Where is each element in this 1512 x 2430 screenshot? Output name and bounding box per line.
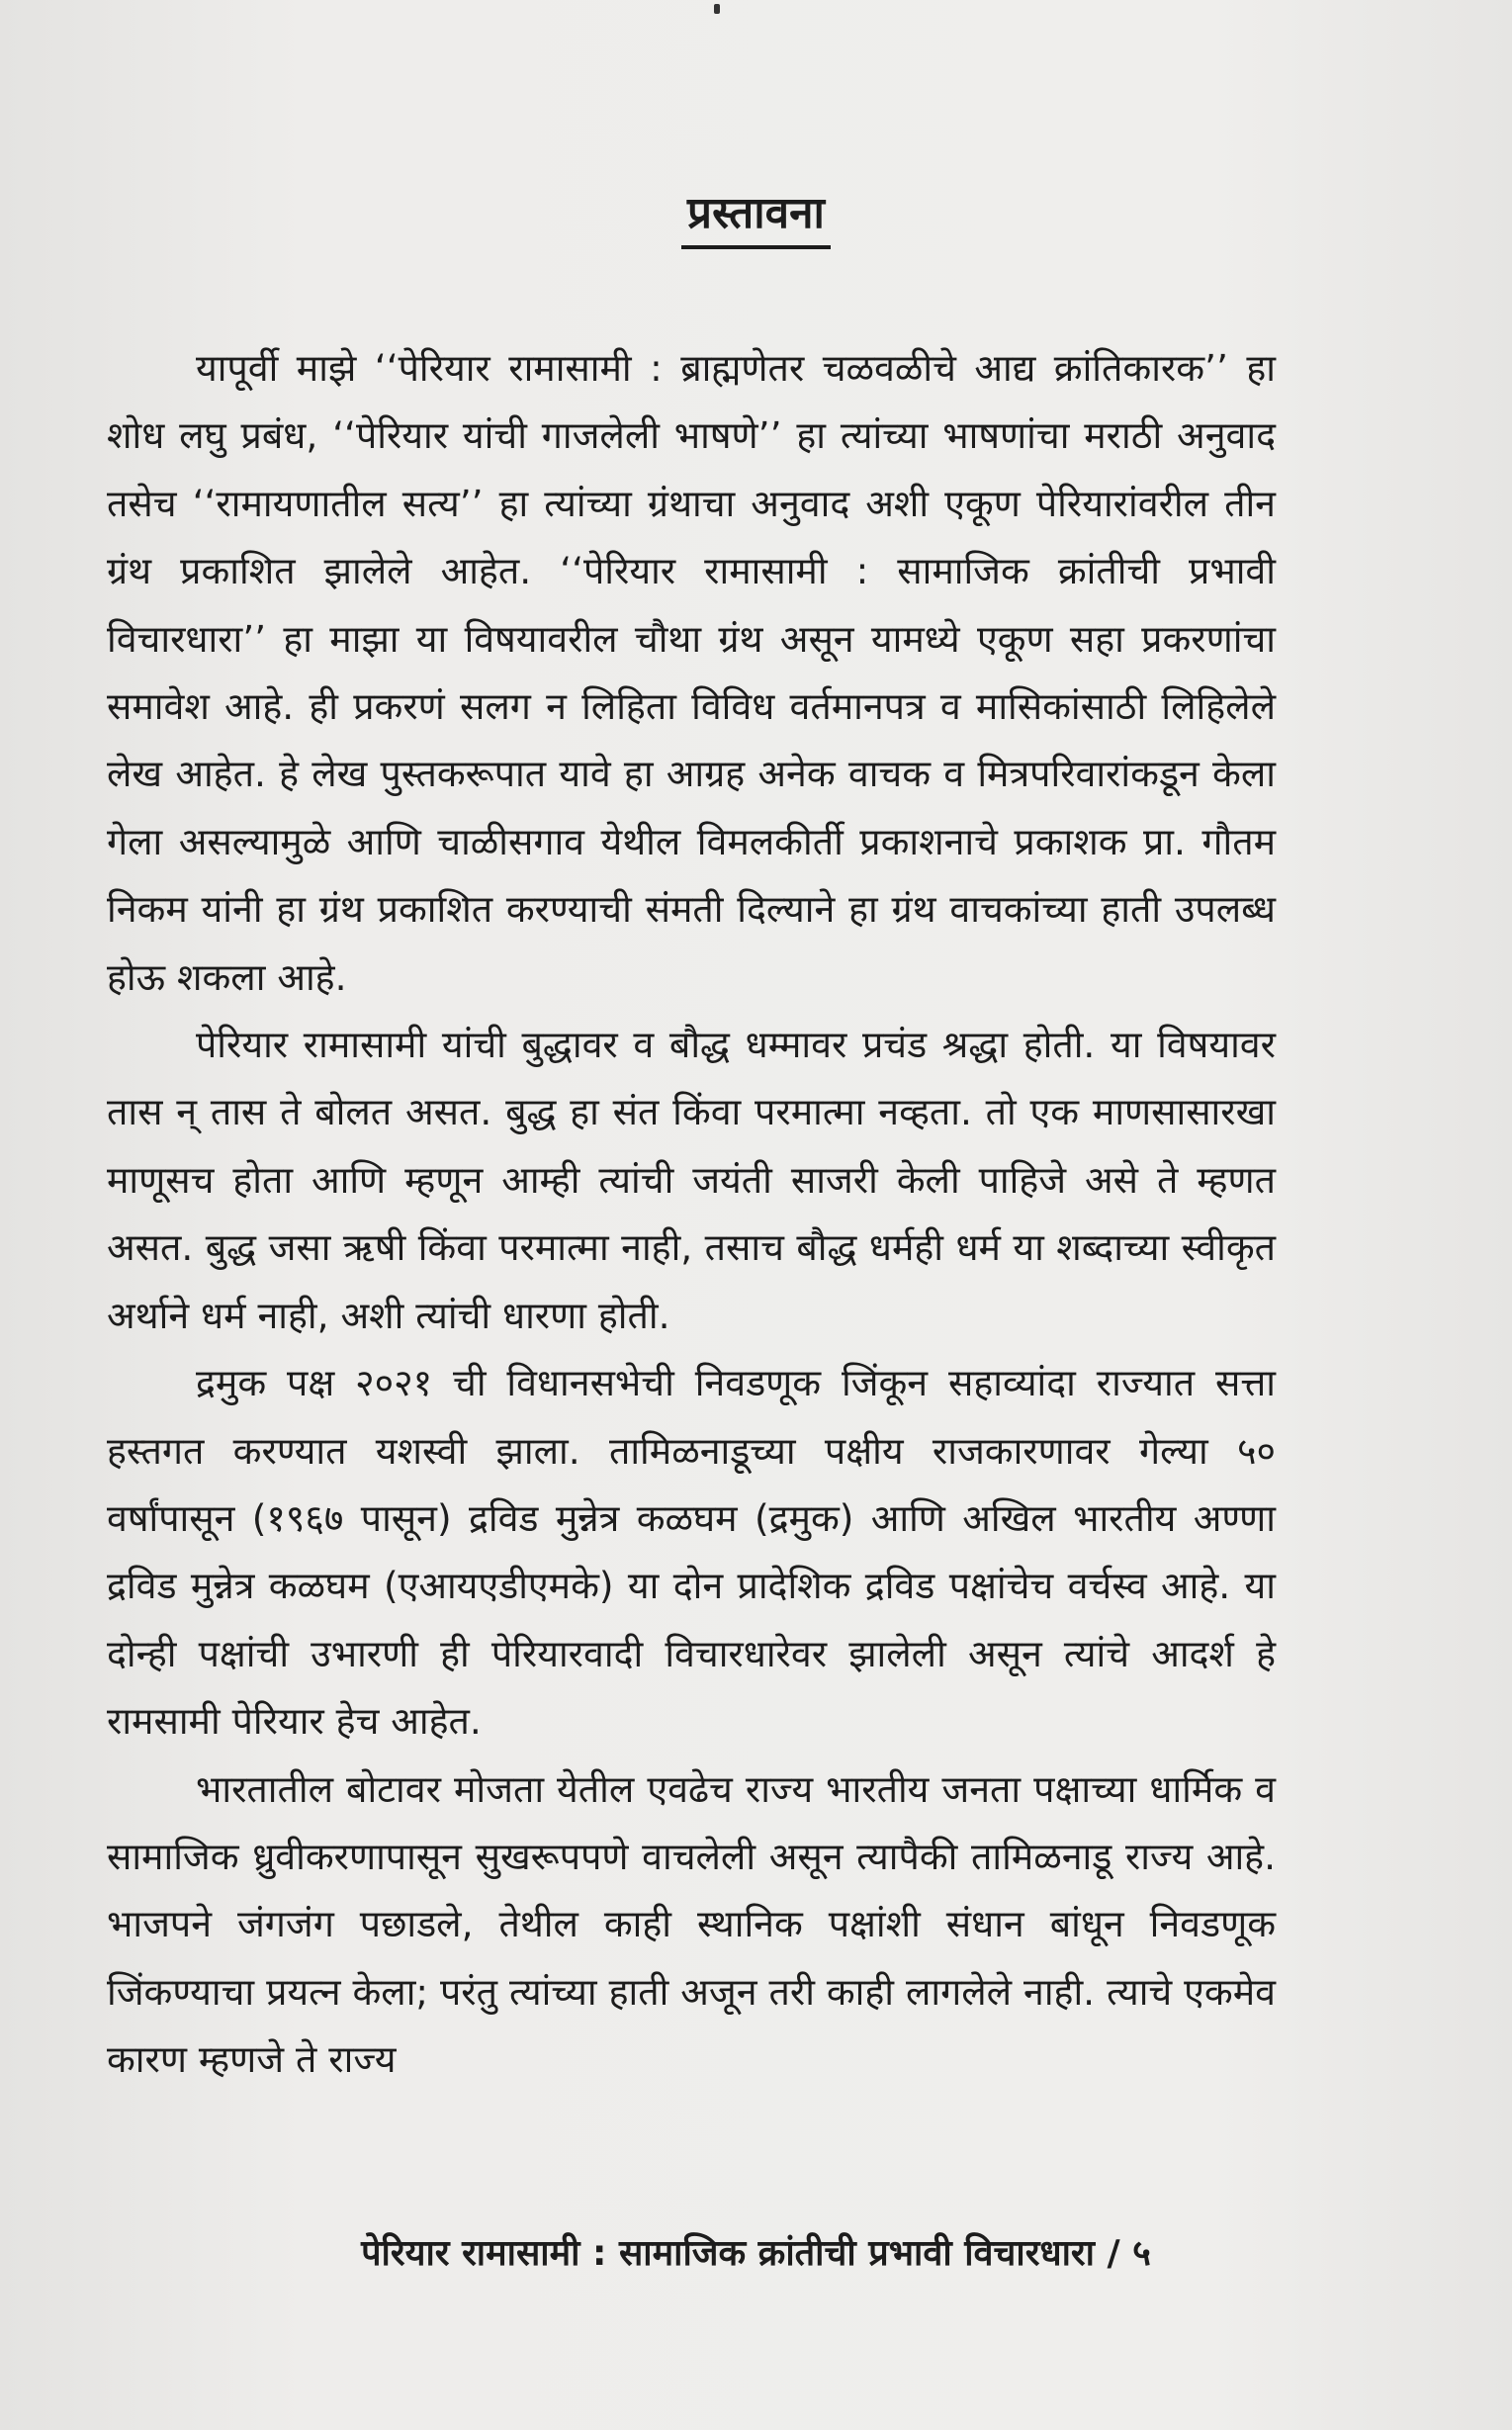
paragraph-1: यापूर्वी माझे ‘‘पेरियार रामासामी : ब्राह्मणेतर चळवळीचे आद्य क्रांतिकारक’’ हा शोध लघु प्रबंध, ‘‘पेरियार यांची गाजलेली भाषणे’’ हा त्यांच्या भाषणांचा मराठी अनुवाद तसेच ‘‘रामायणातील सत्य’’ हा त्यांच्या ग्रंथाचा अनुवाद अशी एकूण पेरियारांवरील तीन ग्रंथ प्रकाशित झालेले आहेत. ‘‘पेरियार रामासामी : सामाजिक क्रांतीची प्रभावी विचारधारा’’ हा माझा या विषयावरील चौथा ग्रंथ असून यामध्ये एकूण सहा प्रकरणांचा समावेश आहे. ही प्रकरणं सलग न लिहिता विविध वर्तमानपत्र व मासिकांसाठी लिहिलेले लेख आहेत. हे लेख पुस्तकरूपात यावे हा आग्रह अनेक वाचक व मित्रपरिवारांकडून केला गेला असल्यामुळे आणि चाळीसगाव येथील विमलकीर्ती प्रकाशनाचे प्रकाशक प्रा. गौतम निकम यांनी हा ग्रंथ प्रकाशित करण्याची संमती दिल्याने हा ग्रंथ वाचकांच्या हाती उपलब्ध होऊ शकला आहे. xyxy=(107,346,1276,999)
ink-speck xyxy=(714,4,720,14)
page-title xyxy=(0,184,1512,249)
page-footer: पेरियार रामासामी : सामाजिक क्रांतीची प्रभावी विचारधारा / ५ xyxy=(361,2233,1151,2274)
paragraph-4: भारतातील बोटावर मोजता येतील एवढेच राज्य भारतीय जनता पक्षाच्या धार्मिक व सामाजिक ध्रुवीकरणापासून सुखरूपपणे वाचलेली असून त्यापैकी तामिळनाडू राज्य आहे. भाजपने जंगजंग पछाडले, तेथील काही स्थानिक पक्षांशी संधान बांधून निवडणूक जिंकण्याचा प्रयत्न केला; परंतु त्यांच्या हाती अजून तरी काही लागलेले नाही. त्याचे एकमेव कारण म्हणजे ते राज्य xyxy=(107,1766,1276,2082)
body-text xyxy=(107,334,1276,2094)
paragraph-3: द्रमुक पक्ष २०२१ ची विधानसभेची निवडणूक जिंकून सहाव्यांदा राज्यात सत्ता हस्तगत करण्यात यशस्वी झाला. तामिळनाडूच्या पक्षीय राजकारणावर गेल्या ५० वर्षांपासून (१९६७ पासून) द्रविड मुन्नेत्र कळघम (द्रमुक) आणि अखिल भारतीय अण्णा द्रविड मुन्नेत्र कळघम (एआयएडीएमके) या दोन प्रादेशिक द्रविड पक्षांचेच वर्चस्व आहे. या दोन्ही पक्षांची उभारणी ही पेरियारवादी विचारधारेवर झालेली असून त्यांचे आदर्श हे रामसामी पेरियार हेच आहेत. xyxy=(107,1361,1276,1744)
page-title-text: प्रस्तावना xyxy=(681,184,831,249)
paragraph-2: पेरियार रामासामी यांची बुद्धावर व बौद्ध धम्मावर प्रचंड श्रद्धा होती. या विषयावर तास न् तास ते बोलत असत. बुद्ध हा संत किंवा परमात्मा नव्हता. तो एक माणसासारखा माणूसच होता आणि म्हणून आम्ही त्यांची जयंती साजरी केली पाहिजे असे ते म्हणत असत. बुद्ध जसा ऋषी किंवा परमात्मा नाही, तसाच बौद्ध धर्मही धर्म या शब्दाच्या स्वीकृत अर्थाने धर्म नाही, अशी त्यांची धारणा होती. xyxy=(107,1023,1276,1337)
